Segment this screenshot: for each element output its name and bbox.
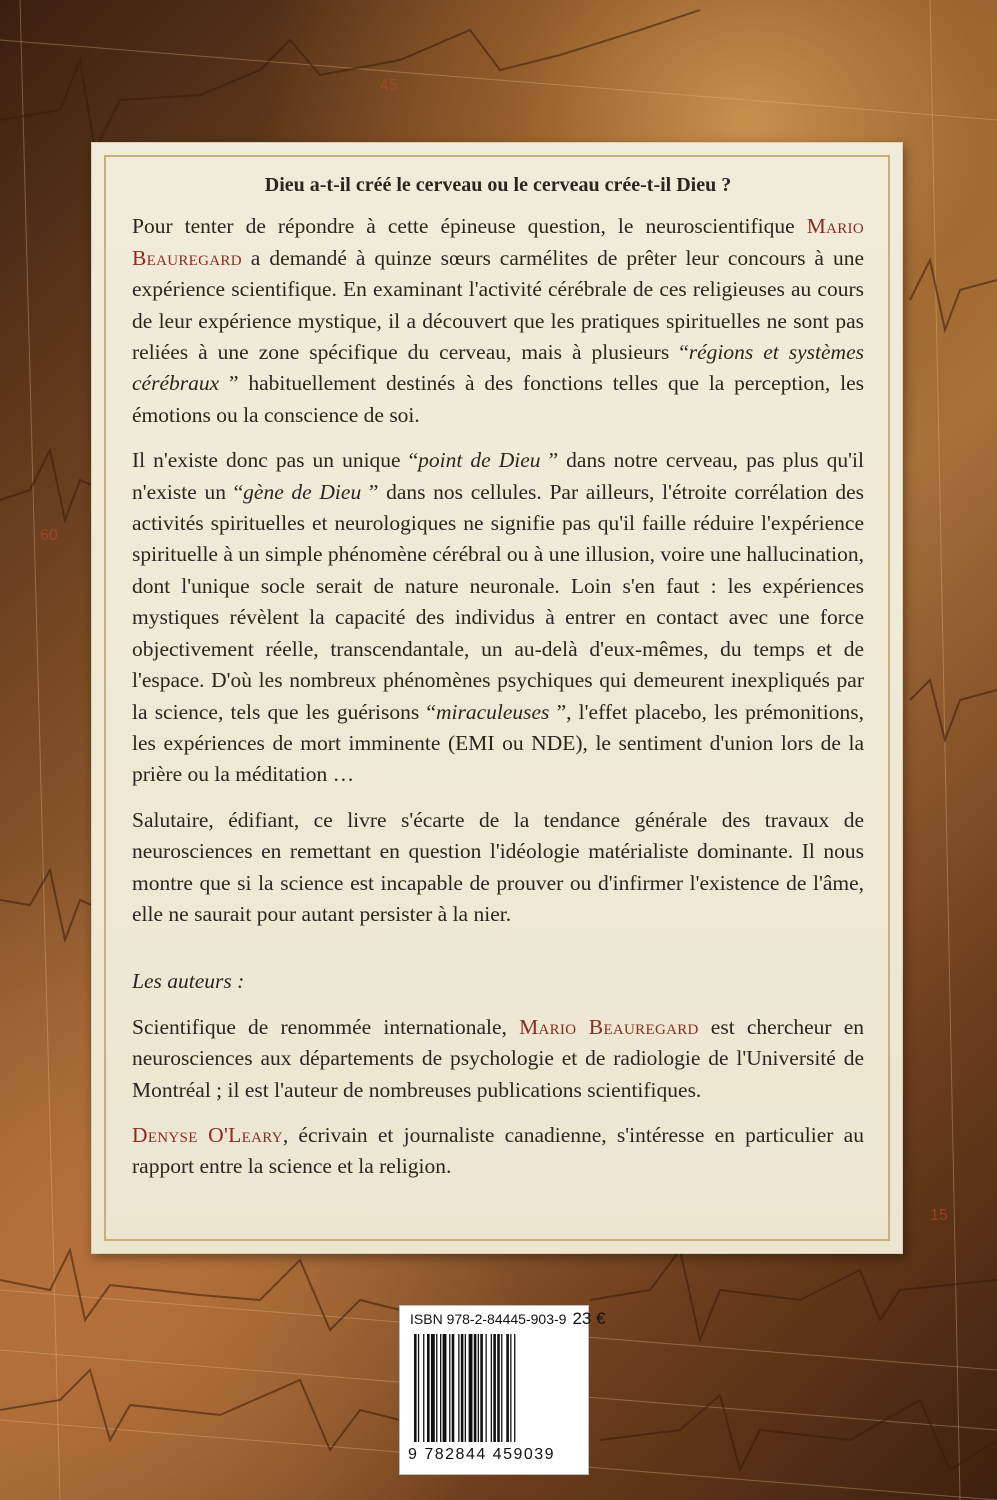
barcode-digits: 9 782844 459039 [408,1446,556,1463]
barcode-bar [491,1334,492,1442]
back-cover-text [132,160,864,1197]
author-name-3: Denyse O'Leary [132,1122,283,1147]
barcode-bar [478,1334,479,1442]
svg-text:60: 60 [40,527,58,544]
barcode-bar [480,1334,483,1442]
p2-text-d: ”, l'effet placebo, les prémonitions, les expériences de mort imminente (EMI ou NDE), le sentiment d'union lors de la prière ou la méditation … [132,699,864,787]
p2-text-a: Il n'existe donc pas un unique “ [132,448,419,473]
barcode-bar [443,1334,447,1442]
barcode-bar [414,1334,417,1442]
paragraph-3: Salutaire, édifiant, ce livre s'écarte de la tendance générale des travaux de neurosciences en remettant en question l'idéologie matérialiste dominante. Il nous montre que si la science est incapable de prouver ou d'infirmer l'existence de l'âme, elle ne saurait pour autant persister à la nier. [132,807,864,926]
barcode-icon [412,1334,578,1446]
price: 23 € [572,1309,606,1328]
barcode-bar [452,1334,455,1442]
barcode-bar [486,1334,487,1442]
barcode-bar [449,1334,450,1442]
author-name-2: Mario Beauregard [519,1014,699,1039]
barcode-bar [469,1334,473,1442]
barcode-bar [436,1334,437,1442]
barcode-bar [474,1334,477,1442]
authors-label: Les auteurs : [132,969,245,994]
p4-text-b: est chercheur en neurosciences aux départements de psychologie et de radiologie de l'Université de Montréal ; il est l'auteur de nombreuses publications scientifiques. [132,1014,865,1102]
p1-text-c: ” habituellement destinés à des fonctions telles que la perception, les émotions ou la conscience de soi. [132,371,864,427]
barcode-bar [431,1334,435,1442]
p5-text-b: , écrivain et journaliste canadienne, s'intéresse en particulier au rapport entre la science et la religion. [132,1122,864,1179]
paragraph-2 [132,445,864,790]
p2-italic-3: miraculeuses [435,699,550,724]
p1-text-a: Pour tenter de répondre à cette épineuse question, le neuroscientifique [132,214,807,239]
barcode-bar [510,1334,511,1442]
barcode-bar [440,1334,441,1442]
paragraph-author-1 [132,1012,864,1106]
p1-text-b: a demandé à quinze sœurs carmélites de prêter leur concours à une expérience scientifique. En examinant l'activité cérébrale de ces religieuses au cours de leur expérience mystique, il a découvert que les pratiques spirituelles ne sont pas reliées à une zone spécifique du cerveau, mais à plusieurs “ [132,245,864,365]
barcode-bar [423,1334,424,1442]
barcode-bar [506,1334,509,1442]
p2-text-c: ” dans nos cellules. Par ailleurs, l'étroite corrélation des activités spirituelles et neurologiques ne signifie pas qu'il faille réduire l'expérience spirituelle à un simple phénomène cérébral ou à une illusion, voire une hallucination, dont l'unique socle serait de nature neuronale. Loin s'en faut : les expériences mystiques révèlent la capacité des individus à entrer en contact avec une force objectivement réelle, transcendantale, un au-delà d'eux-mêmes, du temps et de l'espace. D'où les nombreux phénomènes psychiques qui demeurent inexpliqués par la science, tels que les guérisons “ [132,479,864,724]
barcode-bar [514,1334,515,1442]
barcode-bar [458,1334,459,1442]
barcode-bar [461,1334,464,1442]
svg-text:15: 15 [930,1207,948,1224]
isbn-barcode-box [400,1306,606,1474]
p2-text-b: ” dans notre cerveau, pas plus qu'il n'existe un “ [132,448,864,504]
paragraph-author-2 [132,1120,864,1183]
barcode-bar [418,1334,419,1442]
author-name-1: Mario Beauregard [132,214,864,270]
barcode-bar [427,1334,430,1442]
p2-italic-2: gène de Dieu [243,479,362,504]
p2-italic-1: point de Dieu [418,448,541,473]
svg-text:45: 45 [380,77,398,94]
barcode-bar [465,1334,466,1442]
barcode-bar [493,1334,496,1442]
p1-italic: régions et systèmes cérébraux [132,340,864,396]
paragraph-1 [132,211,864,431]
isbn-number: ISBN 978-2-84445-903-9 [410,1311,567,1327]
barcode-bar [497,1334,500,1442]
isbn-line [410,1309,606,1329]
headline-question: Dieu a-t-il créé le cerveau ou le cerveau crée-t-il Dieu ? [264,174,732,196]
p4-text-a: Scientifique de renommée internationale, [132,1014,520,1039]
barcode-bar [501,1334,502,1442]
